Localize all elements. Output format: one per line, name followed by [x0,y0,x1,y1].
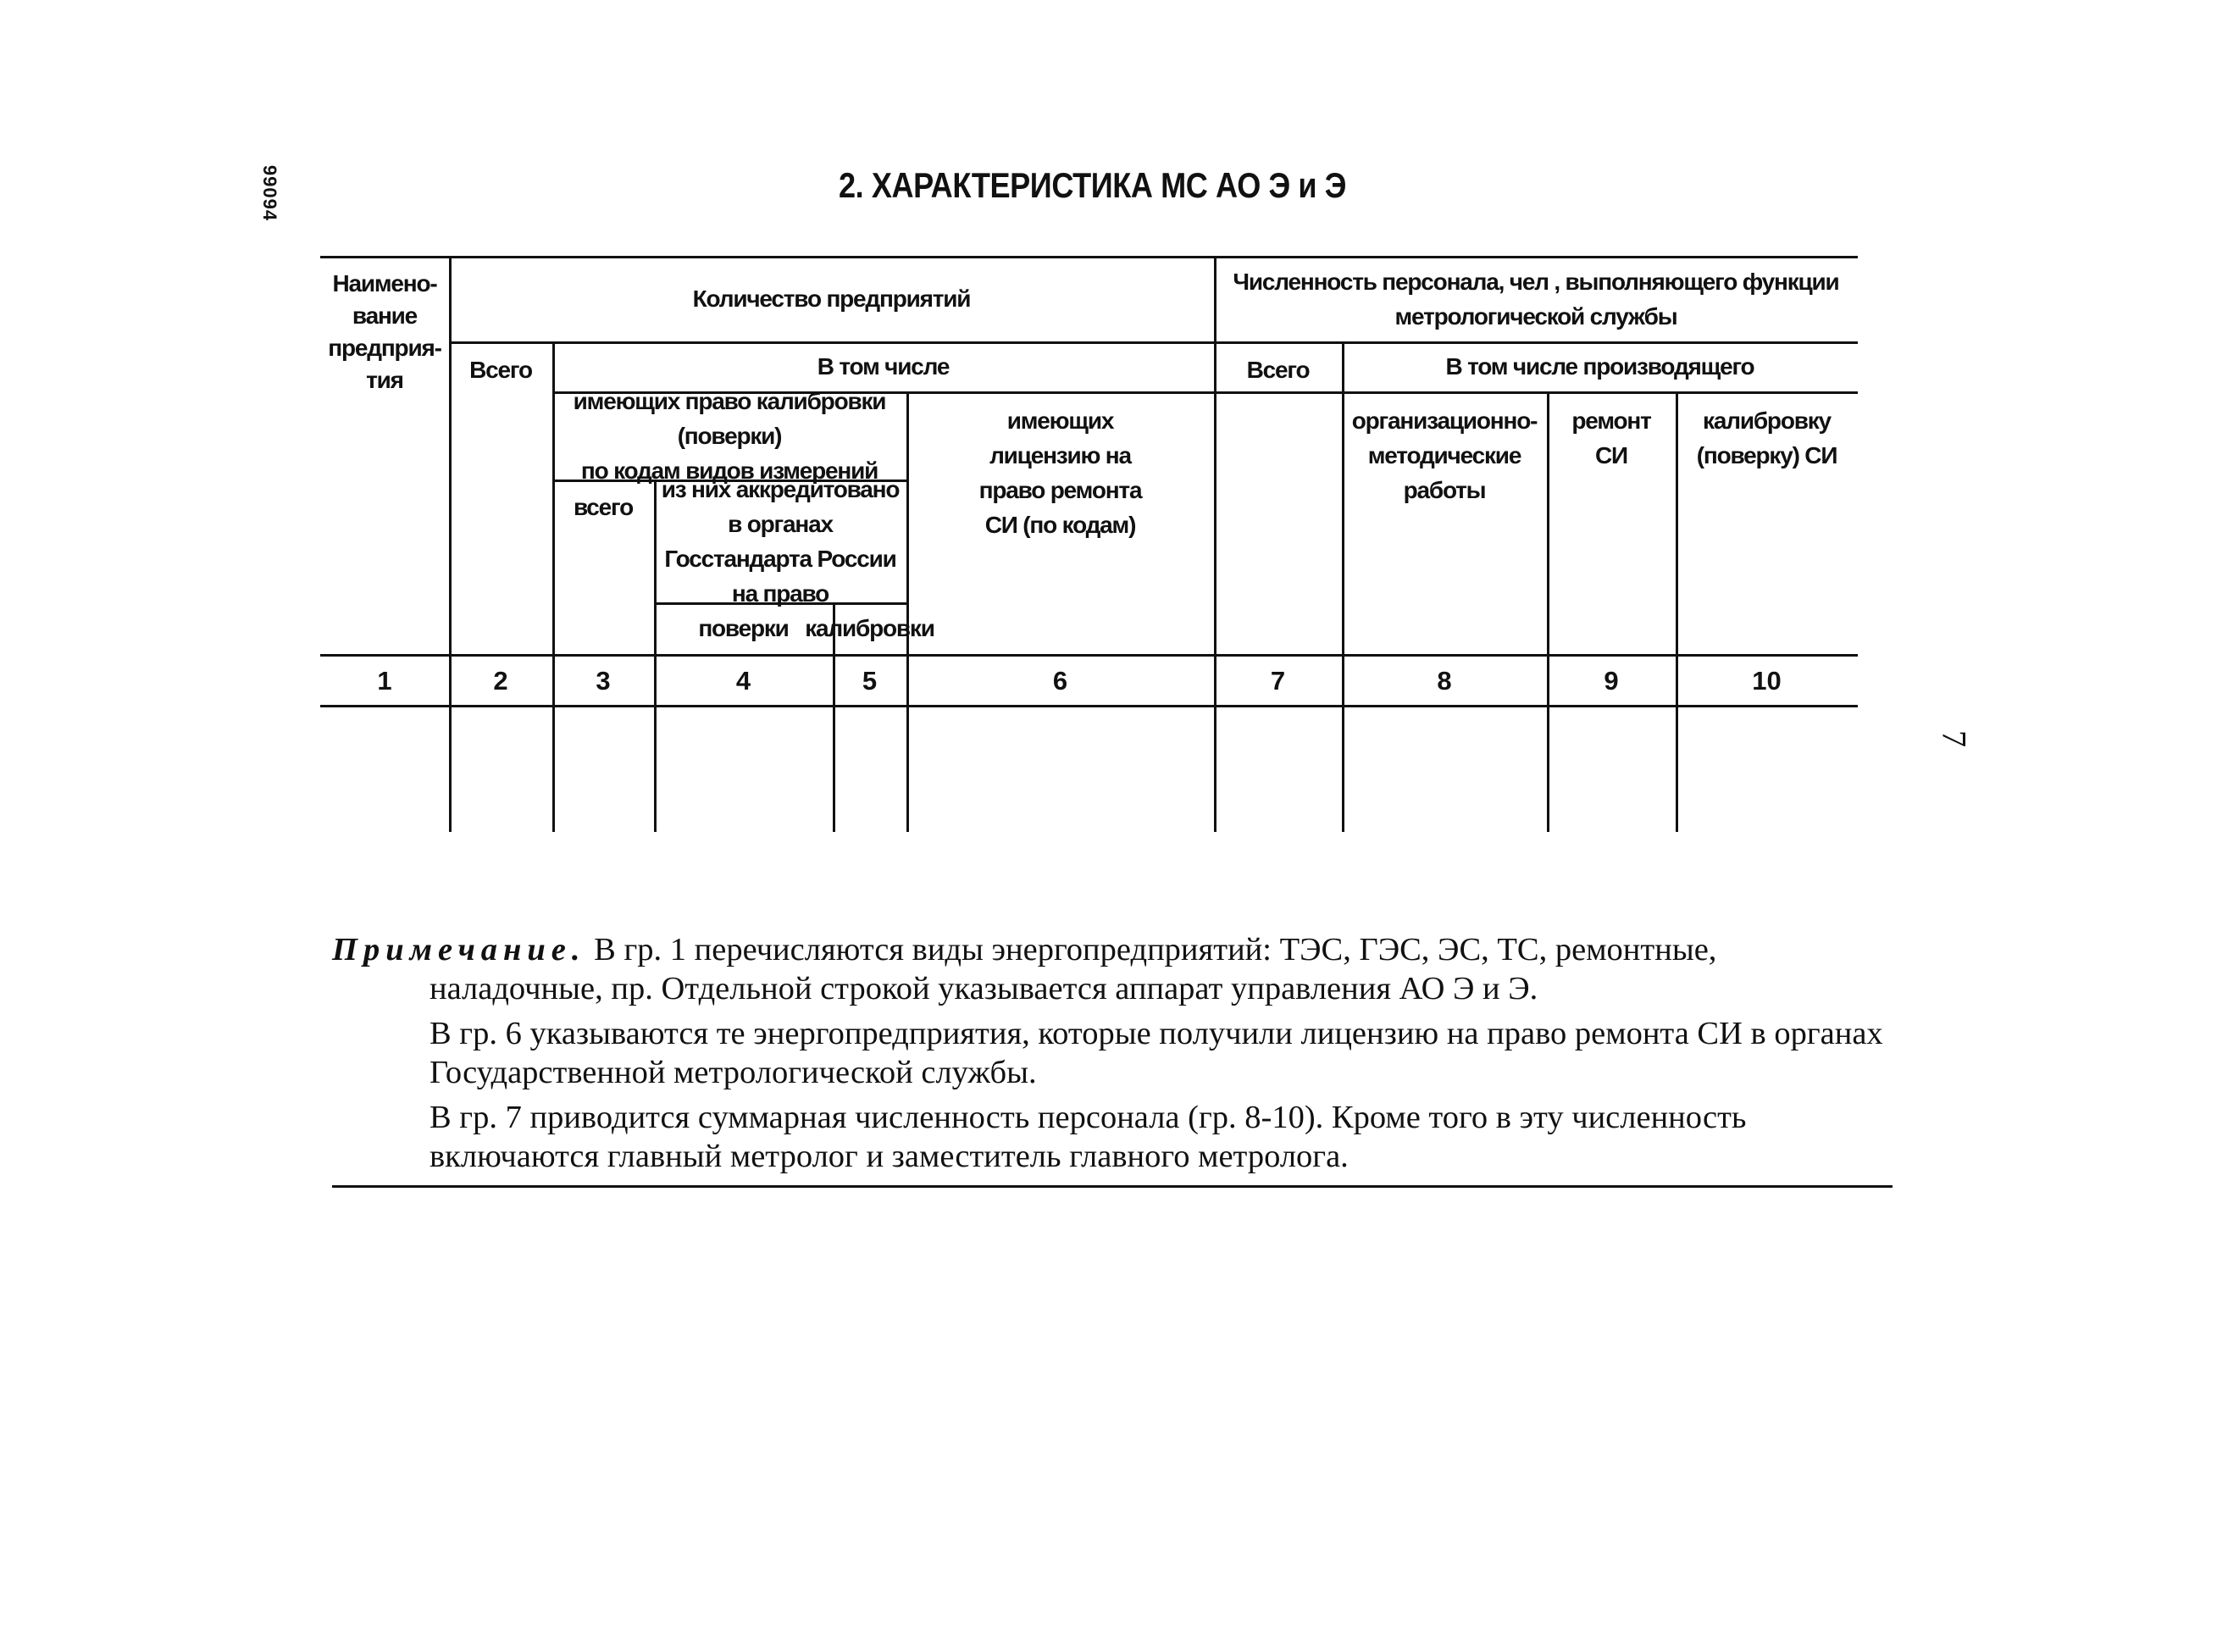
header-enterprise-name: Наимено- вание предприя- тия [328,270,441,393]
header-accredited: из них аккредитовано в органах Госстандарта России на право [661,475,900,607]
note-paragraph [332,930,1898,1008]
header-calibration-right: имеющих право калибровки (поверки) по кодам видов измерений [573,387,886,484]
column-number: 8 [1437,665,1452,696]
header-license-repair: имеющих лицензию на право ремонта СИ (по кодам) [978,407,1142,538]
header-staff-total: Всего [1246,357,1310,383]
header-org-method: организационно- методические работы [1351,407,1538,503]
column-number: 4 [735,665,751,696]
note-bottom-rule [332,1185,1893,1188]
header-calibration-total: всего [573,494,634,520]
header-enterprise-total: Всего [469,357,532,383]
table-column-divider [449,256,452,832]
header-verification: поверки [698,615,789,641]
header-calibration-si: калибровку (поверку) СИ [1696,407,1837,468]
note-paragraph: В гр. 6 указываются те энергопредприятия, которые получили лицензию на право ремонта СИ в органах Государственной метрологической службы. [430,1016,1883,1090]
column-number: 9 [1604,665,1619,696]
note-text: В гр. 1 перечисляются виды энергопредприятий: ТЭС, ГЭС, ЭС, ТС, ремонтные, наладочные, пр. Отдельной строкой указывается аппарат управления АО Э и Э. [430,932,1717,1006]
column-number: 1 [377,665,392,696]
column-number: 5 [862,665,878,696]
header-staff-including: В том числе производящего [1445,353,1754,380]
document-code: 99094 [259,164,280,222]
table-number-row-bottom-rule [320,705,1858,707]
note-paragraph: В гр. 7 приводится суммарная численность персонала (гр. 8-10). Кроме того в эту численность включаются главный метролог и заместитель главного метролога. [430,1100,1747,1174]
header-repair-si: ремонт СИ [1571,407,1651,468]
header-enterprise-including: В том числе [817,353,950,380]
table-note [332,930,1898,1182]
column-number: 7 [1270,665,1286,696]
column-number: 6 [1052,665,1068,696]
column-number: 2 [493,665,508,696]
header-staff-count: Численность персонала, чел , выполняющего функции метрологической службы [1233,268,1839,330]
page-number: 7 [1935,730,1974,747]
note-label: Примечание. [332,932,586,967]
table-column-divider [1214,256,1216,832]
header-enterprise-count: Количество предприятий [692,285,971,312]
column-number: 3 [596,665,611,696]
section-title: 2. ХАРАКТЕРИСТИКА МС АО Э и Э [839,165,1347,205]
enterprise-characteristics-table [320,256,1858,832]
header-calibration: калибровки [805,615,934,641]
column-number: 10 [1752,665,1782,696]
